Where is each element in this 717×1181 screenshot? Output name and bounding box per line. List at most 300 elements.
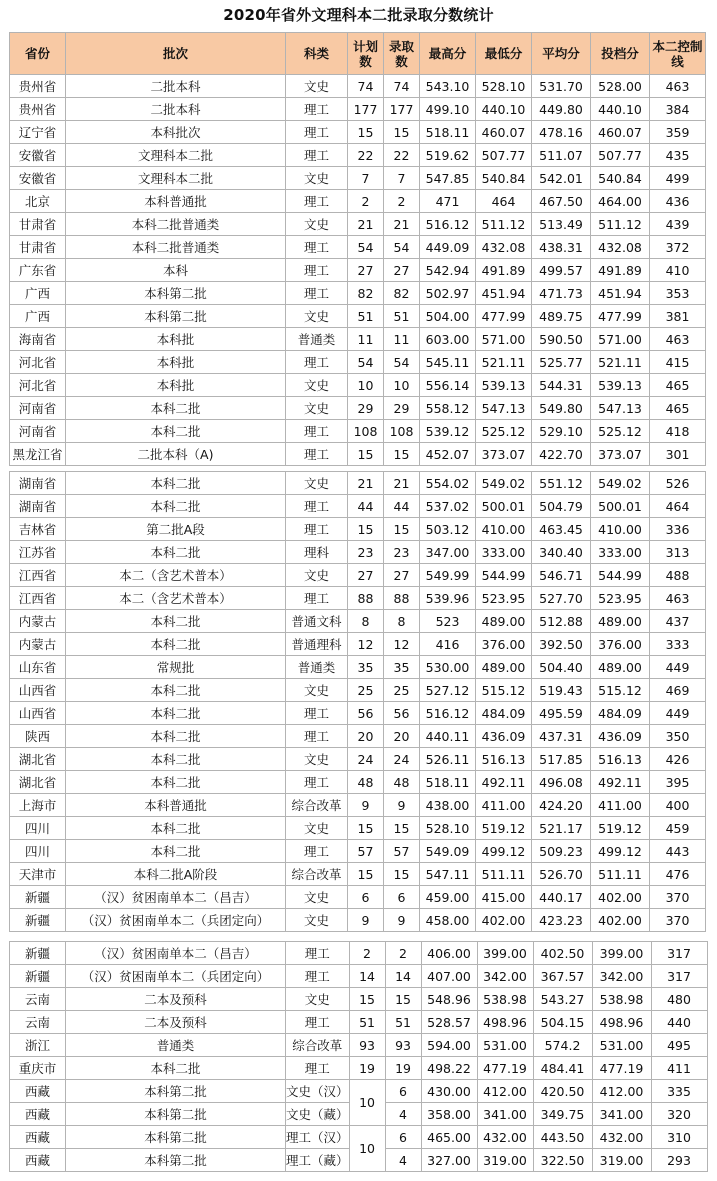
cell-max-score: 547.85 bbox=[420, 167, 476, 190]
cell-subject: 理工 bbox=[286, 236, 348, 259]
cell-avg-score: 423.23 bbox=[532, 909, 591, 932]
cell-avg-score: 521.17 bbox=[532, 817, 591, 840]
cell-batch: 本科二批 bbox=[66, 633, 286, 656]
cell-batch: 本科批 bbox=[66, 351, 286, 374]
cell-subject: 理工 bbox=[286, 965, 350, 988]
cell-max-score: 527.12 bbox=[420, 679, 476, 702]
cell-file-score: 507.77 bbox=[591, 144, 650, 167]
cell-min-score: 484.09 bbox=[476, 702, 532, 725]
cell-plan-count: 29 bbox=[348, 397, 384, 420]
table-row bbox=[10, 75, 706, 98]
cell-min-score: 531.00 bbox=[477, 1034, 533, 1057]
cell-admit-count: 51 bbox=[384, 305, 420, 328]
cell-admit-count: 7 bbox=[384, 167, 420, 190]
cell-max-score: 594.00 bbox=[421, 1034, 477, 1057]
cell-admit-count: 11 bbox=[384, 328, 420, 351]
cell-min-score: 402.00 bbox=[476, 909, 532, 932]
cell-avg-score: 504.79 bbox=[532, 495, 591, 518]
cell-control-line: 488 bbox=[650, 564, 706, 587]
table-row bbox=[10, 1080, 708, 1103]
score-table-section-1 bbox=[9, 32, 706, 466]
cell-min-score: 341.00 bbox=[477, 1103, 533, 1126]
cell-max-score: 440.11 bbox=[420, 725, 476, 748]
cell-subject: 文史 bbox=[286, 397, 348, 420]
cell-avg-score: 449.80 bbox=[532, 98, 591, 121]
cell-province: 浙江 bbox=[10, 1034, 66, 1057]
table-row bbox=[10, 817, 706, 840]
cell-max-score: 347.00 bbox=[420, 541, 476, 564]
cell-file-score: 547.13 bbox=[591, 397, 650, 420]
cell-avg-score: 526.70 bbox=[532, 863, 591, 886]
score-table-section-2 bbox=[9, 471, 706, 932]
table-row bbox=[10, 610, 706, 633]
cell-max-score: 459.00 bbox=[420, 886, 476, 909]
cell-province: 河北省 bbox=[10, 351, 66, 374]
cell-admit-count: 57 bbox=[384, 840, 420, 863]
cell-admit-count: 82 bbox=[384, 282, 420, 305]
cell-avg-score: 531.70 bbox=[532, 75, 591, 98]
cell-max-score: 516.12 bbox=[420, 213, 476, 236]
cell-control-line: 499 bbox=[650, 167, 706, 190]
cell-batch: （汉）贫困南单本二（兵团定向） bbox=[66, 965, 286, 988]
cell-min-score: 464 bbox=[476, 190, 532, 213]
cell-batch: 本科普通批 bbox=[66, 794, 286, 817]
cell-admit-count: 15 bbox=[385, 988, 421, 1011]
cell-avg-score: 478.16 bbox=[532, 121, 591, 144]
cell-province: 西藏 bbox=[10, 1103, 66, 1126]
cell-control-line: 463 bbox=[650, 587, 706, 610]
cell-control-line: 418 bbox=[650, 420, 706, 443]
cell-subject: 文史 bbox=[286, 305, 348, 328]
cell-max-score: 406.00 bbox=[421, 942, 477, 965]
cell-admit-count: 20 bbox=[384, 725, 420, 748]
cell-min-score: 412.00 bbox=[477, 1080, 533, 1103]
cell-avg-score: 340.40 bbox=[532, 541, 591, 564]
cell-file-score: 525.12 bbox=[591, 420, 650, 443]
cell-province: 山东省 bbox=[10, 656, 66, 679]
cell-admit-count: 23 bbox=[384, 541, 420, 564]
cell-admit-count: 4 bbox=[385, 1149, 421, 1172]
cell-subject: 文史 bbox=[286, 374, 348, 397]
cell-control-line: 384 bbox=[650, 98, 706, 121]
cell-subject: 文史 bbox=[286, 213, 348, 236]
cell-control-line: 372 bbox=[650, 236, 706, 259]
cell-plan-count: 10 bbox=[349, 1126, 385, 1172]
cell-file-score: 373.07 bbox=[591, 443, 650, 466]
cell-plan-count: 177 bbox=[348, 98, 384, 121]
cell-control-line: 336 bbox=[650, 518, 706, 541]
cell-plan-count: 20 bbox=[348, 725, 384, 748]
cell-subject: 理工（汉） bbox=[286, 1126, 350, 1149]
cell-control-line: 449 bbox=[650, 656, 706, 679]
cell-avg-score: 504.40 bbox=[532, 656, 591, 679]
cell-subject: 普通类 bbox=[286, 656, 348, 679]
cell-batch: 二批本科（A) bbox=[66, 443, 286, 466]
table-row bbox=[10, 374, 706, 397]
cell-max-score: 516.12 bbox=[420, 702, 476, 725]
cell-file-score: 540.84 bbox=[591, 167, 650, 190]
cell-avg-score: 517.85 bbox=[532, 748, 591, 771]
cell-province: 内蒙古 bbox=[10, 610, 66, 633]
cell-province: 贵州省 bbox=[10, 98, 66, 121]
cell-max-score: 407.00 bbox=[421, 965, 477, 988]
cell-min-score: 319.00 bbox=[477, 1149, 533, 1172]
cell-plan-count: 22 bbox=[348, 144, 384, 167]
cell-plan-count: 15 bbox=[348, 817, 384, 840]
cell-admit-count: 21 bbox=[384, 213, 420, 236]
cell-min-score: 515.12 bbox=[476, 679, 532, 702]
cell-control-line: 463 bbox=[650, 75, 706, 98]
cell-subject: 理工 bbox=[286, 190, 348, 213]
cell-max-score: 539.12 bbox=[420, 420, 476, 443]
table-row bbox=[10, 725, 706, 748]
cell-max-score: 542.94 bbox=[420, 259, 476, 282]
cell-avg-score: 438.31 bbox=[532, 236, 591, 259]
table-row bbox=[10, 236, 706, 259]
cell-min-score: 538.98 bbox=[477, 988, 533, 1011]
cell-batch: 本二（含艺术普本） bbox=[66, 587, 286, 610]
cell-file-score: 410.00 bbox=[591, 518, 650, 541]
cell-max-score: 558.12 bbox=[420, 397, 476, 420]
cell-plan-count: 12 bbox=[348, 633, 384, 656]
cell-admit-count: 8 bbox=[384, 610, 420, 633]
cell-max-score: 528.57 bbox=[421, 1011, 477, 1034]
header-max-score: 最高分 bbox=[420, 33, 476, 75]
cell-admit-count: 44 bbox=[384, 495, 420, 518]
cell-subject: 理工 bbox=[286, 259, 348, 282]
cell-batch: 本科二批 bbox=[66, 725, 286, 748]
cell-batch: 本科批次 bbox=[66, 121, 286, 144]
cell-min-score: 432.08 bbox=[476, 236, 532, 259]
cell-max-score: 449.09 bbox=[420, 236, 476, 259]
header-subject: 科类 bbox=[286, 33, 348, 75]
cell-province: 北京 bbox=[10, 190, 66, 213]
cell-province: 山西省 bbox=[10, 702, 66, 725]
cell-province: 河北省 bbox=[10, 374, 66, 397]
cell-avg-score: 322.50 bbox=[533, 1149, 592, 1172]
cell-min-score: 411.00 bbox=[476, 794, 532, 817]
cell-plan-count: 27 bbox=[348, 259, 384, 282]
cell-control-line: 370 bbox=[650, 909, 706, 932]
cell-control-line: 410 bbox=[650, 259, 706, 282]
cell-avg-score: 504.15 bbox=[533, 1011, 592, 1034]
cell-province: 贵州省 bbox=[10, 75, 66, 98]
cell-province: 新疆 bbox=[10, 909, 66, 932]
cell-file-score: 519.12 bbox=[591, 817, 650, 840]
table-row bbox=[10, 190, 706, 213]
cell-max-score: 554.02 bbox=[420, 472, 476, 495]
header-file-score: 投档分 bbox=[591, 33, 650, 75]
cell-file-score: 440.10 bbox=[591, 98, 650, 121]
table-row bbox=[10, 863, 706, 886]
cell-max-score: 523 bbox=[420, 610, 476, 633]
cell-file-score: 498.96 bbox=[592, 1011, 651, 1034]
cell-min-score: 500.01 bbox=[476, 495, 532, 518]
cell-province: 天津市 bbox=[10, 863, 66, 886]
cell-control-line: 350 bbox=[650, 725, 706, 748]
cell-file-score: 538.98 bbox=[592, 988, 651, 1011]
cell-province: 湖南省 bbox=[10, 472, 66, 495]
cell-province: 甘肃省 bbox=[10, 236, 66, 259]
cell-control-line: 480 bbox=[651, 988, 707, 1011]
cell-avg-score: 349.75 bbox=[533, 1103, 592, 1126]
cell-file-score: 489.00 bbox=[591, 610, 650, 633]
score-table-section-3 bbox=[9, 941, 708, 1172]
cell-admit-count: 56 bbox=[384, 702, 420, 725]
cell-subject: 理工 bbox=[286, 702, 348, 725]
cell-batch: 本科二批 bbox=[66, 610, 286, 633]
header-min-score: 最低分 bbox=[476, 33, 532, 75]
cell-avg-score: 513.49 bbox=[532, 213, 591, 236]
cell-max-score: 549.09 bbox=[420, 840, 476, 863]
cell-control-line: 333 bbox=[650, 633, 706, 656]
cell-batch: 本科普通批 bbox=[66, 190, 286, 213]
cell-admit-count: 9 bbox=[384, 794, 420, 817]
cell-plan-count: 51 bbox=[349, 1011, 385, 1034]
cell-plan-count: 54 bbox=[348, 236, 384, 259]
cell-control-line: 459 bbox=[650, 817, 706, 840]
cell-plan-count: 10 bbox=[348, 374, 384, 397]
cell-province: 江苏省 bbox=[10, 541, 66, 564]
cell-min-score: 373.07 bbox=[476, 443, 532, 466]
cell-control-line: 317 bbox=[651, 965, 707, 988]
cell-batch: 本科二批普通类 bbox=[66, 213, 286, 236]
cell-plan-count: 15 bbox=[348, 121, 384, 144]
table-row bbox=[10, 1011, 708, 1034]
cell-file-score: 342.00 bbox=[592, 965, 651, 988]
cell-batch: 本科第二批 bbox=[66, 1126, 286, 1149]
cell-batch: 二本及预科 bbox=[66, 1011, 286, 1034]
cell-max-score: 504.00 bbox=[420, 305, 476, 328]
cell-subject: 普通文科 bbox=[286, 610, 348, 633]
cell-admit-count: 54 bbox=[384, 236, 420, 259]
cell-min-score: 460.07 bbox=[476, 121, 532, 144]
cell-subject: 文史（汉） bbox=[286, 1080, 350, 1103]
cell-province: 辽宁省 bbox=[10, 121, 66, 144]
cell-file-score: 477.19 bbox=[592, 1057, 651, 1080]
cell-max-score: 452.07 bbox=[420, 443, 476, 466]
cell-min-score: 547.13 bbox=[476, 397, 532, 420]
cell-avg-score: 392.50 bbox=[532, 633, 591, 656]
cell-plan-count: 21 bbox=[348, 472, 384, 495]
cell-plan-count: 82 bbox=[348, 282, 384, 305]
cell-province: 上海市 bbox=[10, 794, 66, 817]
cell-plan-count: 2 bbox=[349, 942, 385, 965]
cell-min-score: 523.95 bbox=[476, 587, 532, 610]
cell-province: 新疆 bbox=[10, 886, 66, 909]
cell-max-score: 556.14 bbox=[420, 374, 476, 397]
cell-file-score: 341.00 bbox=[592, 1103, 651, 1126]
page-title: 2020年省外文理科本二批录取分数统计 bbox=[223, 6, 494, 24]
cell-province: 安徽省 bbox=[10, 167, 66, 190]
cell-file-score: 412.00 bbox=[592, 1080, 651, 1103]
cell-province: 新疆 bbox=[10, 942, 66, 965]
cell-max-score: 603.00 bbox=[420, 328, 476, 351]
cell-file-score: 451.94 bbox=[591, 282, 650, 305]
cell-avg-score: 422.70 bbox=[532, 443, 591, 466]
cell-admit-count: 10 bbox=[384, 374, 420, 397]
cell-max-score: 526.11 bbox=[420, 748, 476, 771]
cell-province: 广西 bbox=[10, 282, 66, 305]
cell-min-score: 528.10 bbox=[476, 75, 532, 98]
header-plan-count: 计划数 bbox=[348, 33, 384, 75]
table-row bbox=[10, 541, 706, 564]
cell-plan-count: 8 bbox=[348, 610, 384, 633]
table-row bbox=[10, 587, 706, 610]
cell-subject: 文史 bbox=[286, 75, 348, 98]
cell-batch: （汉）贫困南单本二（兵团定向） bbox=[66, 909, 286, 932]
cell-province: 河南省 bbox=[10, 397, 66, 420]
cell-admit-count: 2 bbox=[384, 190, 420, 213]
cell-subject: 理工 bbox=[286, 518, 348, 541]
cell-avg-score: 529.10 bbox=[532, 420, 591, 443]
cell-max-score: 519.62 bbox=[420, 144, 476, 167]
cell-file-score: 319.00 bbox=[592, 1149, 651, 1172]
cell-province: 湖南省 bbox=[10, 495, 66, 518]
cell-admit-count: 9 bbox=[384, 909, 420, 932]
cell-batch: 本科二批 bbox=[66, 1057, 286, 1080]
cell-plan-count: 19 bbox=[349, 1057, 385, 1080]
cell-province: 云南 bbox=[10, 1011, 66, 1034]
table-row bbox=[10, 328, 706, 351]
table-row bbox=[10, 259, 706, 282]
cell-province: 山西省 bbox=[10, 679, 66, 702]
cell-subject: 理工 bbox=[286, 144, 348, 167]
cell-province: 黑龙江省 bbox=[10, 443, 66, 466]
cell-subject: 文史 bbox=[286, 748, 348, 771]
cell-admit-count: 6 bbox=[385, 1126, 421, 1149]
cell-file-score: 549.02 bbox=[591, 472, 650, 495]
cell-province: 西藏 bbox=[10, 1080, 66, 1103]
cell-min-score: 516.13 bbox=[476, 748, 532, 771]
cell-control-line: 526 bbox=[650, 472, 706, 495]
header-admit-count: 录取数 bbox=[384, 33, 420, 75]
table-row bbox=[10, 656, 706, 679]
cell-subject: 文史 bbox=[286, 909, 348, 932]
cell-admit-count: 19 bbox=[385, 1057, 421, 1080]
cell-subject: 理工 bbox=[286, 771, 348, 794]
cell-control-line: 293 bbox=[651, 1149, 707, 1172]
cell-file-score: 528.00 bbox=[591, 75, 650, 98]
cell-avg-score: 471.73 bbox=[532, 282, 591, 305]
cell-plan-count: 48 bbox=[348, 771, 384, 794]
cell-admit-count: 15 bbox=[384, 863, 420, 886]
cell-admit-count: 93 bbox=[385, 1034, 421, 1057]
cell-min-score: 436.09 bbox=[476, 725, 532, 748]
cell-avg-score: 527.70 bbox=[532, 587, 591, 610]
cell-control-line: 381 bbox=[650, 305, 706, 328]
cell-min-score: 539.13 bbox=[476, 374, 532, 397]
cell-file-score: 411.00 bbox=[591, 794, 650, 817]
cell-batch: 本科二批 bbox=[66, 702, 286, 725]
cell-province: 重庆市 bbox=[10, 1057, 66, 1080]
cell-batch: 本科第二批 bbox=[66, 282, 286, 305]
cell-control-line: 426 bbox=[650, 748, 706, 771]
cell-subject: 理工 bbox=[286, 351, 348, 374]
table-row bbox=[10, 213, 706, 236]
cell-subject: 理工 bbox=[286, 420, 348, 443]
cell-control-line: 476 bbox=[650, 863, 706, 886]
cell-admit-count: 12 bbox=[384, 633, 420, 656]
table-row bbox=[10, 144, 706, 167]
cell-batch: 本科批 bbox=[66, 374, 286, 397]
cell-avg-score: 551.12 bbox=[532, 472, 591, 495]
cell-batch: 本科二批 bbox=[66, 397, 286, 420]
cell-control-line: 465 bbox=[650, 397, 706, 420]
cell-plan-count: 14 bbox=[349, 965, 385, 988]
cell-batch: 本科第二批 bbox=[66, 1080, 286, 1103]
cell-admit-count: 48 bbox=[384, 771, 420, 794]
cell-control-line: 353 bbox=[650, 282, 706, 305]
cell-control-line: 370 bbox=[650, 886, 706, 909]
cell-avg-score: 519.43 bbox=[532, 679, 591, 702]
cell-batch: 本科二批 bbox=[66, 472, 286, 495]
cell-subject: 文史 bbox=[286, 167, 348, 190]
cell-plan-count: 9 bbox=[348, 909, 384, 932]
cell-min-score: 477.99 bbox=[476, 305, 532, 328]
cell-admit-count: 25 bbox=[384, 679, 420, 702]
cell-control-line: 437 bbox=[650, 610, 706, 633]
cell-file-score: 402.00 bbox=[591, 886, 650, 909]
cell-batch: 二批本科 bbox=[66, 98, 286, 121]
table-row bbox=[10, 1034, 708, 1057]
cell-plan-count: 44 bbox=[348, 495, 384, 518]
cell-batch: 本科第二批 bbox=[66, 305, 286, 328]
cell-min-score: 540.84 bbox=[476, 167, 532, 190]
cell-batch: 第二批A段 bbox=[66, 518, 286, 541]
cell-file-score: 539.13 bbox=[591, 374, 650, 397]
cell-avg-score: 489.75 bbox=[532, 305, 591, 328]
cell-plan-count: 6 bbox=[348, 886, 384, 909]
cell-plan-count: 24 bbox=[348, 748, 384, 771]
cell-max-score: 502.97 bbox=[420, 282, 476, 305]
cell-file-score: 484.09 bbox=[591, 702, 650, 725]
cell-province: 河南省 bbox=[10, 420, 66, 443]
cell-batch: 本科二批 bbox=[66, 748, 286, 771]
cell-max-score: 358.00 bbox=[421, 1103, 477, 1126]
cell-max-score: 549.99 bbox=[420, 564, 476, 587]
cell-file-score: 402.00 bbox=[591, 909, 650, 932]
table-row bbox=[10, 771, 706, 794]
cell-batch: 本科二批 bbox=[66, 817, 286, 840]
cell-avg-score: 420.50 bbox=[533, 1080, 592, 1103]
cell-province: 湖北省 bbox=[10, 771, 66, 794]
cell-admit-count: 51 bbox=[385, 1011, 421, 1034]
cell-avg-score: 463.45 bbox=[532, 518, 591, 541]
cell-batch: 本科二批 bbox=[66, 679, 286, 702]
cell-max-score: 465.00 bbox=[421, 1126, 477, 1149]
cell-file-score: 399.00 bbox=[592, 942, 651, 965]
cell-batch: 本科二批 bbox=[66, 840, 286, 863]
cell-min-score: 333.00 bbox=[476, 541, 532, 564]
cell-file-score: 376.00 bbox=[591, 633, 650, 656]
cell-admit-count: 6 bbox=[385, 1080, 421, 1103]
cell-min-score: 410.00 bbox=[476, 518, 532, 541]
cell-admit-count: 108 bbox=[384, 420, 420, 443]
cell-subject: 文史 bbox=[286, 679, 348, 702]
cell-plan-count: 56 bbox=[348, 702, 384, 725]
cell-batch: 二批本科 bbox=[66, 75, 286, 98]
cell-admit-count: 22 bbox=[384, 144, 420, 167]
cell-min-score: 477.19 bbox=[477, 1057, 533, 1080]
cell-control-line: 465 bbox=[650, 374, 706, 397]
cell-min-score: 511.11 bbox=[476, 863, 532, 886]
cell-avg-score: 424.20 bbox=[532, 794, 591, 817]
cell-province: 内蒙古 bbox=[10, 633, 66, 656]
cell-subject: 文史 bbox=[286, 886, 348, 909]
cell-admit-count: 177 bbox=[384, 98, 420, 121]
cell-control-line: 449 bbox=[650, 702, 706, 725]
